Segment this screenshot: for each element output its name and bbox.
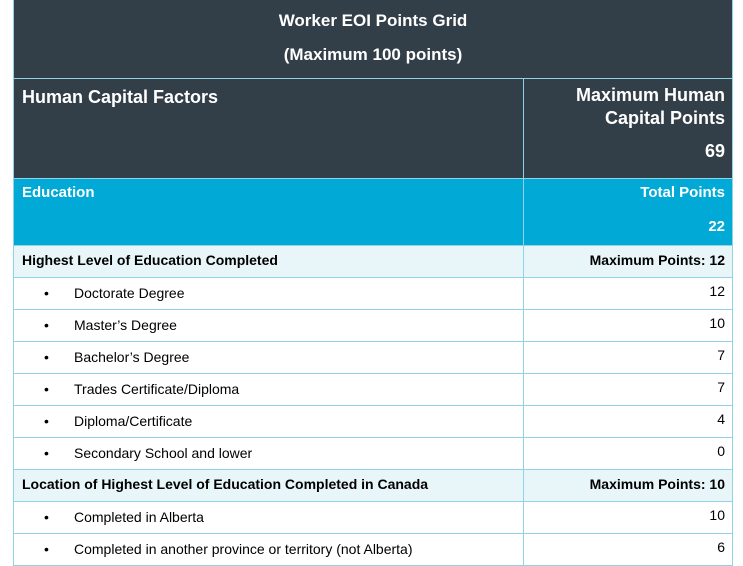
item-points: 10 [709, 315, 725, 331]
location-section-row [14, 470, 732, 502]
item-points: 4 [717, 411, 725, 427]
table-row [14, 534, 732, 566]
item-points: 7 [717, 379, 725, 395]
bullet-icon: • [44, 445, 49, 461]
table-row [14, 438, 732, 470]
table-row [14, 278, 732, 310]
bullet-icon: • [44, 285, 49, 301]
education-total-label: Total Points [640, 184, 725, 201]
eoi-points-grid [13, 0, 733, 566]
table-row [14, 502, 732, 534]
education-header-row [14, 179, 732, 246]
item-points: 6 [717, 539, 725, 555]
item-label: Completed in another province or territory (not Alberta) [74, 541, 413, 557]
human-capital-max [524, 79, 732, 178]
bullet-icon: • [44, 509, 49, 525]
bullet-icon: • [44, 349, 49, 365]
item-label: Bachelor’s Degree [74, 349, 190, 365]
item-points: 0 [717, 443, 725, 459]
item-points: 12 [709, 283, 725, 299]
human-capital-max-label-2: Capital Points [604, 108, 725, 128]
grid-banner [14, 0, 732, 79]
education-total-value: 22 [708, 218, 725, 235]
human-capital-max-value: 69 [704, 141, 725, 161]
table-row [14, 374, 732, 406]
education-total [524, 179, 732, 245]
item-points: 10 [709, 507, 725, 523]
grid-subtitle: (Maximum 100 points) [283, 45, 463, 64]
item-points: 7 [717, 347, 725, 363]
human-capital-max-label-1: Maximum Human [575, 85, 725, 105]
item-label: Completed in Alberta [74, 509, 204, 525]
item-label: Master’s Degree [74, 317, 177, 333]
bullet-icon: • [44, 541, 49, 557]
table-row [14, 406, 732, 438]
table-row [14, 342, 732, 374]
highest-level-section-row [14, 246, 732, 278]
table-row [14, 310, 732, 342]
bullet-icon: • [44, 317, 49, 333]
human-capital-header-row [14, 79, 732, 179]
highest-level-label: Highest Level of Education Completed [14, 246, 524, 277]
grid-title: Worker EOI Points Grid [278, 11, 468, 30]
bullet-icon: • [44, 381, 49, 397]
location-max: Maximum Points: 10 [589, 476, 725, 492]
bullet-icon: • [44, 413, 49, 429]
human-capital-label: Human Capital Factors [14, 79, 524, 178]
education-label: Education [14, 179, 524, 245]
location-label: Location of Highest Level of Education Completed in Canada [14, 470, 524, 501]
item-label: Secondary School and lower [74, 445, 253, 461]
item-label: Doctorate Degree [74, 285, 185, 301]
item-label: Diploma/Certificate [74, 413, 193, 429]
highest-level-max: Maximum Points: 12 [589, 252, 725, 268]
item-label: Trades Certificate/Diploma [74, 381, 240, 397]
